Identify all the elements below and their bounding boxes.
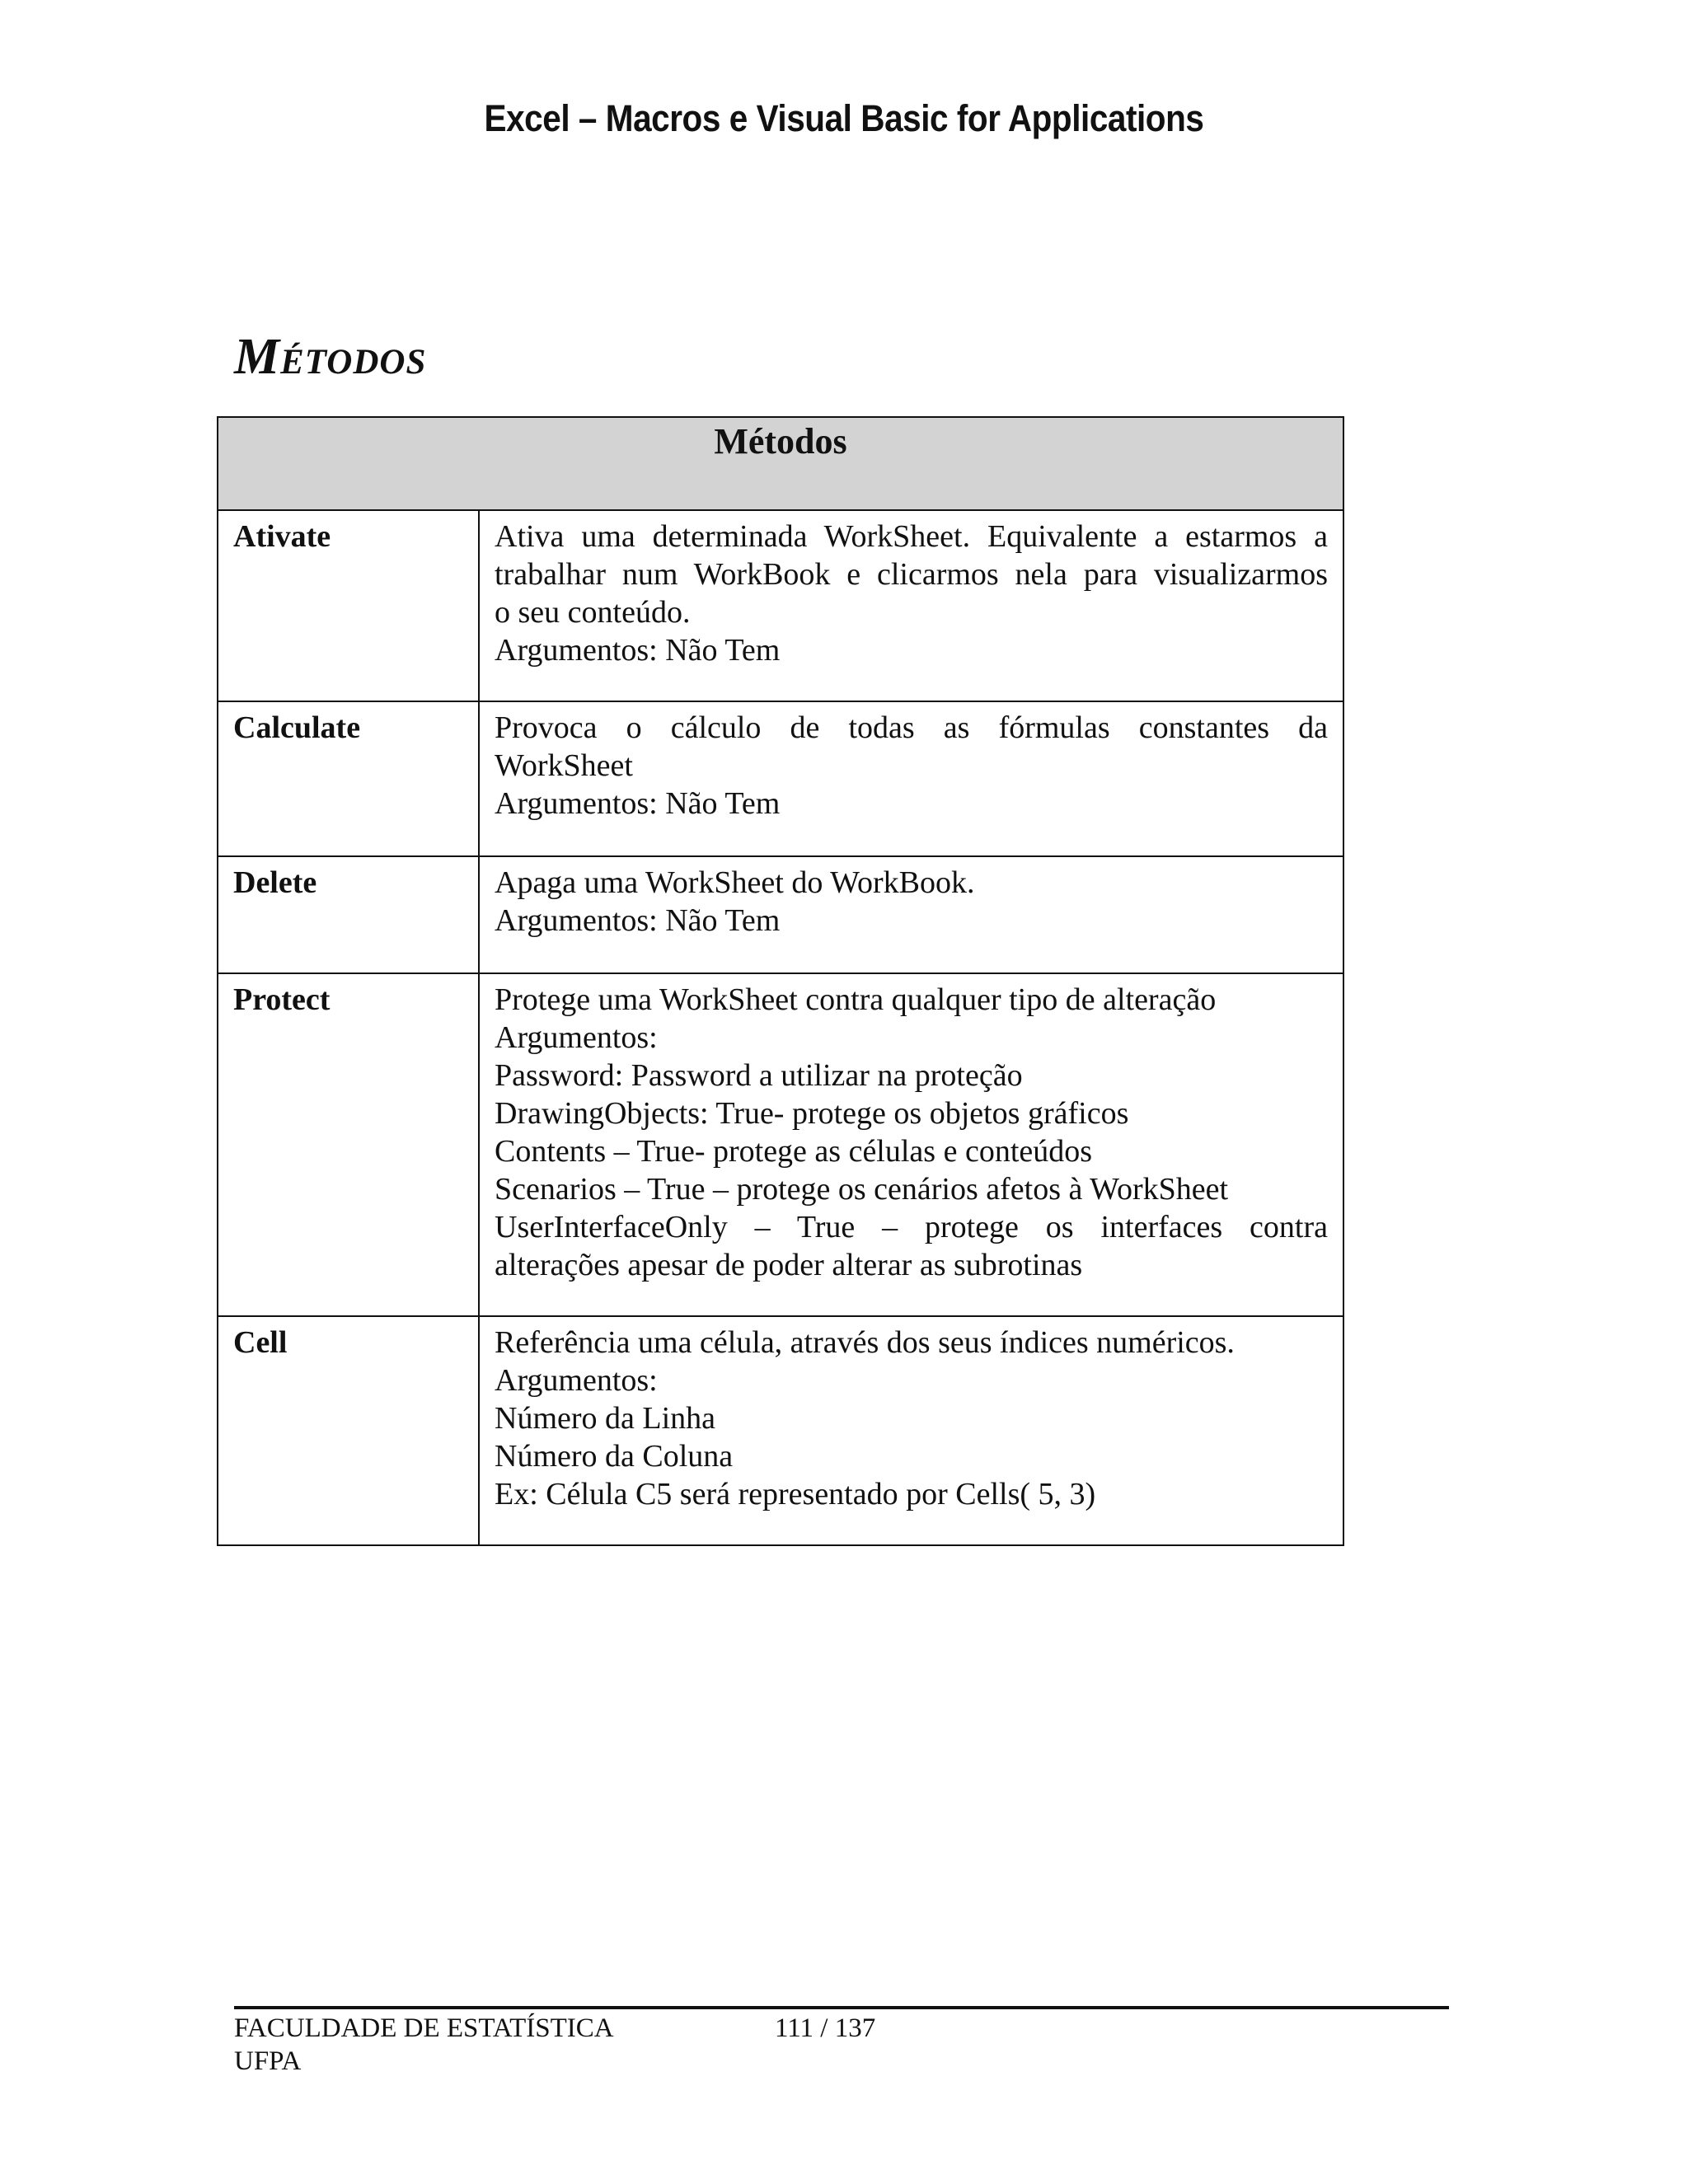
- method-description: [479, 973, 1343, 1316]
- description-line: UserInterfaceOnly – True – protege os interfaces contra: [495, 1210, 1328, 1244]
- methods-table: [217, 416, 1344, 1546]
- table-header: Métodos: [218, 417, 1343, 510]
- description-line: DrawingObjects: True- protege os objetos gráficos: [495, 1096, 1129, 1131]
- table-row: [218, 701, 1343, 856]
- method-description: [479, 510, 1343, 701]
- description-line: o seu conteúdo.: [495, 595, 691, 630]
- description-line: Protege uma WorkSheet contra qualquer tipo de alteração: [495, 982, 1217, 1017]
- description-line: Contents – True- protege as células e conteúdos: [495, 1134, 1093, 1169]
- description-line: Argumentos: Não Tem: [495, 786, 781, 821]
- footer-divider: [234, 2006, 1449, 2009]
- table-row: [218, 973, 1343, 1316]
- description-line: Número da Coluna: [495, 1439, 734, 1474]
- page-number: 111 / 137: [775, 2013, 876, 2043]
- description-line: WorkSheet: [495, 748, 633, 783]
- description-line: Password: Password a utilizar na proteção: [495, 1058, 1023, 1093]
- footer-university: UFPA: [234, 2046, 302, 2076]
- description-line: Argumentos:: [495, 1020, 658, 1055]
- description-line: Ex: Célula C5 será representado por Cells( 5, 3): [495, 1477, 1096, 1511]
- method-name: Protect: [218, 973, 479, 1316]
- table-row: [218, 510, 1343, 701]
- page-header-title: Excel – Macros e Visual Basic for Applications: [484, 97, 1204, 139]
- description-line: Referência uma célula, através dos seus índices numéricos.: [495, 1325, 1235, 1360]
- description-line: alterações apesar de poder alterar as subrotinas: [495, 1248, 1083, 1282]
- method-description: [479, 701, 1343, 856]
- footer-faculty: FACULDADE DE ESTATÍSTICA: [234, 2013, 614, 2043]
- section-title: Métodos: [234, 329, 427, 385]
- method-description: [479, 1316, 1343, 1545]
- method-description: [479, 856, 1343, 973]
- table-row: [218, 1316, 1343, 1545]
- table-row: [218, 856, 1343, 973]
- description-line: Apaga uma WorkSheet do WorkBook.: [495, 865, 975, 900]
- method-name: Calculate: [218, 701, 479, 856]
- description-line: Número da Linha: [495, 1401, 716, 1436]
- description-line: Ativa uma determinada WorkSheet. Equivalente a estarmos a: [495, 519, 1328, 554]
- description-line: trabalhar num WorkBook e clicarmos nela para visualizarmos: [495, 557, 1328, 592]
- method-name: Delete: [218, 856, 479, 973]
- description-line: Scenarios – True – protege os cenários afetos à WorkSheet: [495, 1172, 1229, 1207]
- method-name: Ativate: [218, 510, 479, 701]
- description-line: Argumentos:: [495, 1363, 658, 1398]
- footer-institution: [234, 2012, 614, 2078]
- method-name: Cell: [218, 1316, 479, 1545]
- description-line: Argumentos: Não Tem: [495, 633, 781, 668]
- description-line: Argumentos: Não Tem: [495, 903, 781, 938]
- description-line: Provoca o cálculo de todas as fórmulas constantes da: [495, 710, 1328, 745]
